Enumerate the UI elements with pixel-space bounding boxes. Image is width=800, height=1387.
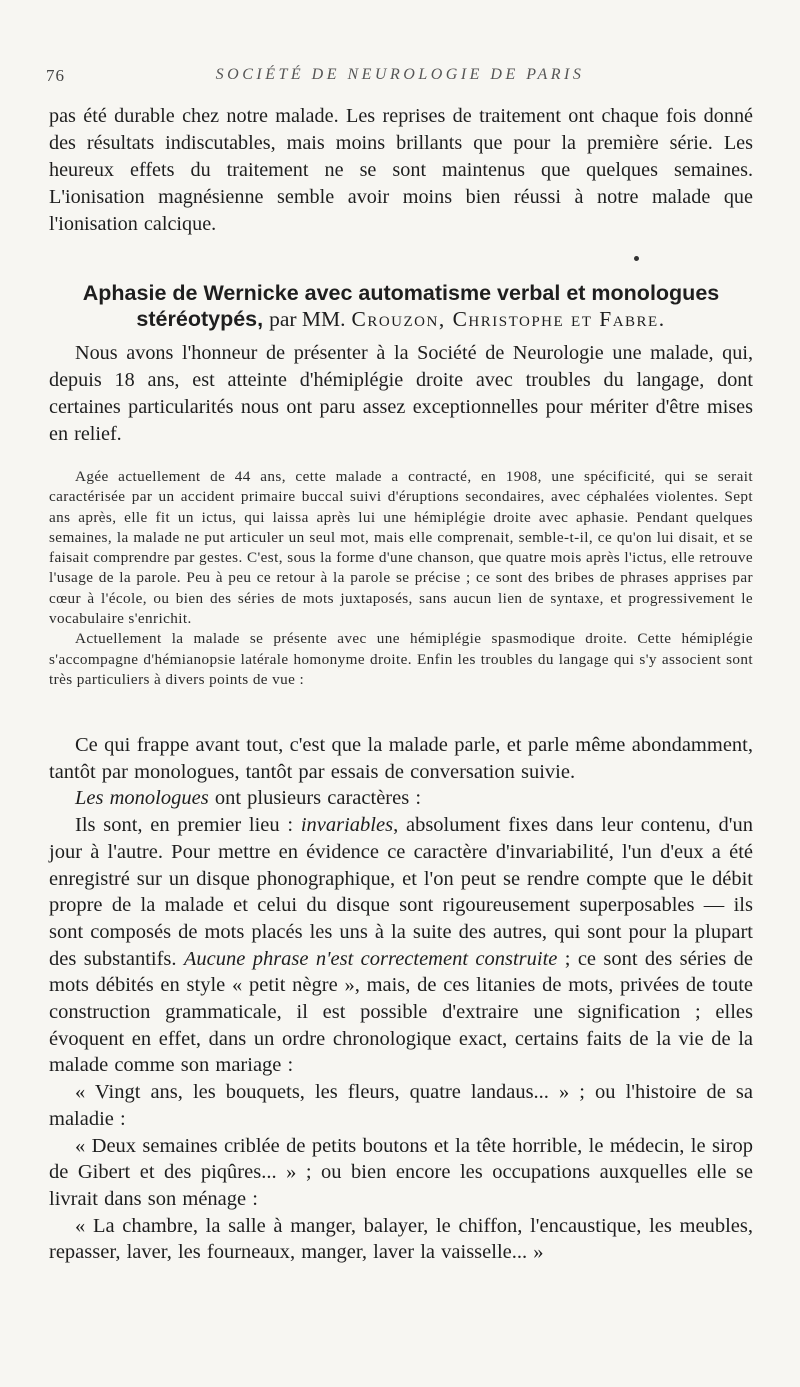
emphasis-text: invariables — [300, 814, 394, 837]
discussion — [49, 732, 753, 1266]
section-title: Aphasie de Wernicke avec automatisme verbal et monologues stéréotypés, — [82, 281, 720, 331]
discussion-paragraph: Ils sont, en premier lieu : invariables, absolument fixes dans leur contenu, d'un jour à l'autre. Pour mettre en évidence ce caractère d'invariabilité, l'un d'eux a été enregistré sur un disque phonographique, et l'on peut se rendre compte que le débit propre de la malade et celui du disque sont rigoureusement superposables — ils sont composés de mots placés les uns à la suite des autres, qui sont pour la plupart des substantifs. Aucune phrase n'est correctement construite ; ce sont des séries de mots débités en style « petit nègre », mais, de ces litanies de mots, privées de toute construction grammaticale, il est possible d'extraire une signification ; elles évoquent en effet, dans un ordre chronologique exact, certains faits de la vie de la malade comme son mariage : — [49, 814, 753, 1077]
discussion-paragraph: Ce qui frappe avant tout, c'est que la malade parle, et parle même abondamment, tantôt par monologues, tantôt par essais de conversation suivie. — [49, 734, 753, 783]
presentation-paragraph: Nous avons l'honneur de présenter à la Société de Neurologie une malade, qui, depuis 18 ans, est atteinte d'hémiplégie droite avec troubles du langage, dont certaines particularités nous ont paru assez exceptionnelles pour mériter d'être mises en relief. — [49, 342, 753, 445]
case-history — [49, 467, 753, 690]
intro-paragraph: pas été durable chez notre malade. Les reprises de traitement ont chaque fois donné des résultats indiscutables, mais moins brillants que pour la première série. Les heureux effets du traitement ne se sont maintenus que quelques semaines. L'ionisation magnésienne semble avoir moins bien réussi à notre malade que l'ionisation calcique. — [49, 105, 753, 235]
section-authors: Crouzon, Christophe et Fabre. — [351, 307, 666, 331]
intro-block — [49, 103, 753, 238]
section-heading — [49, 280, 753, 332]
discussion-paragraph: Les monologues ont plusieurs caractères : — [75, 787, 422, 810]
running-head — [0, 66, 800, 88]
emphasis-text: Aucune phrase n'est correctement construite — [183, 947, 558, 970]
quote-paragraph: « Vingt ans, les bouquets, les fleurs, quatre landaus... » ; ou l'histoire de sa maladie : — [49, 1081, 753, 1130]
quote-paragraph: « La chambre, la salle à manger, balayer, le chiffon, l'encaustique, les meubles, repasser, laver, les fourneaux, manger, laver la vaisselle... » — [49, 1214, 753, 1264]
journal-title: SOCIÉTÉ DE NEUROLOGIE DE PARIS — [215, 66, 585, 83]
section-by: par MM. — [269, 307, 346, 331]
section-ornament — [634, 256, 639, 261]
quote-paragraph: « Deux semaines criblée de petits boutons et la tête horrible, le médecin, le sirop de Gibert et des piqûres... » ; ou bien encore les occupations auxquelles elle se livrait dans son ménage : — [49, 1134, 753, 1210]
emphasis-text: Les monologues — [75, 787, 209, 810]
presentation-block — [49, 340, 753, 448]
page-number: 76 — [46, 66, 65, 85]
case-history-paragraph: Agée actuellement de 44 ans, cette malade a contracté, en 1908, une spécificité, qui se serait caractérisée par un accident primaire buccal suivi d'éruptions secondaires, avec céphalées violentes. Sept ans après, elle fit un ictus, qui laissa après lui une hémiplégie droite avec aphasie. Pendant quelques semaines, la malade ne put articuler un seul mot, mais elle comprenait, semble-t-il, ce qu'on lui disait, et se faisait comprendre par gestes. C'est, sous la forme d'une chanson, que quatre mois après l'ictus, elle retrouve l'usage de la parole. Peu à peu ce retour à la parole se précise ; ce sont des bribes de phrases apprises par cœur à l'école, ou bien des séries de mots juxtaposés, sans aucun lien de syntaxe, et progressivement le vocabulaire s'enrichit. — [49, 468, 753, 628]
case-history-paragraph: Actuellement la malade se présente avec une hémiplégie spasmodique droite. Cette hémiplégie s'accompagne d'hémianopsie latérale homonyme droite. Enfin les troubles du langage qui s'y associent sont très particuliers à divers points de vue : — [49, 630, 753, 688]
